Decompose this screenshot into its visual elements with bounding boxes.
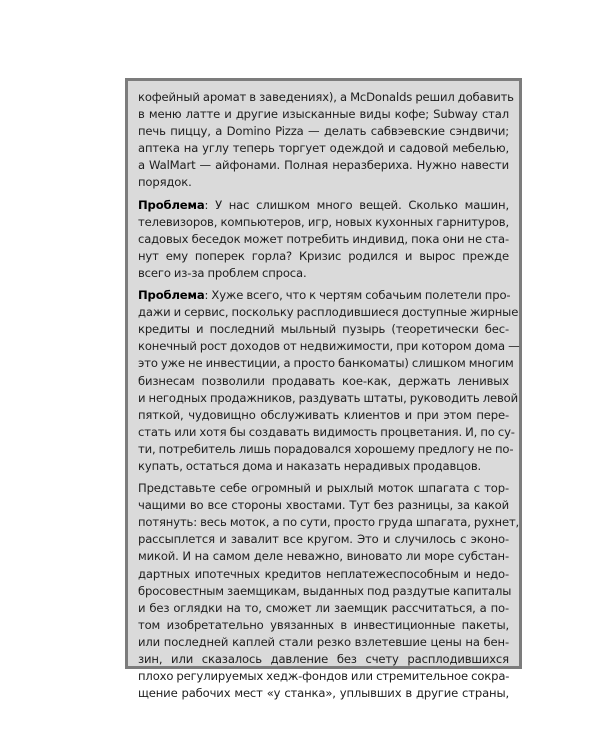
lead-term: Проблема (138, 197, 205, 212)
text-line: печь пиццу, а Domino Pizza — делать сабвэевские сэндвичи; (138, 124, 509, 139)
paragraph-3 (138, 287, 520, 475)
text-line: кредиты и последний мыльный пузырь (теоретически бес- (138, 322, 509, 337)
text-line-lead (138, 287, 509, 304)
text-line: рассыплется и завалит все кругом. Это и случилось с эконо- (138, 532, 509, 547)
text-line: микой. И на самом деле неважно, виновато ли море субстан- (138, 549, 509, 564)
text-line: бизнесам позволили продавать кое-как, держать ленивых (138, 373, 509, 388)
text-line: бросовестным заемщикам, выданных под раздутые капиталы (138, 583, 512, 598)
text-line: чащими во все стороны хвостами. Тут без разницы, за какой (138, 498, 509, 513)
text-line: или последней каплей стали резко взлетевшие цены на бен- (138, 634, 509, 649)
lead-term: Проблема (138, 288, 205, 303)
text-line: а WalMart — айфонами. Полная неразбериха. Нужно навести (138, 158, 509, 173)
text-line: дажи и сервис, поскольку расплодившиеся доступные жирные (138, 305, 519, 320)
text-line: плохо регулируемых хедж-фондов или стремительное сокра- (138, 669, 510, 684)
text-line: в меню латте и другие изысканные виды кофе; Subway стал (138, 107, 509, 122)
text-line: кофейный аромат в заведениях), а McDonalds решил добавить (138, 90, 514, 104)
text-line: зин, или сказалось давление без счету расплодившихся (138, 652, 509, 666)
text-line: пяткой, чудовищно обслуживать клиентов и при этом пере- (138, 407, 509, 422)
text-line: садовых беседок может потребить индивид, пока они не ста- (138, 231, 509, 246)
text-line: конечный рост доходов от недвижимости, при котором дома — (138, 339, 520, 354)
text-line: щение рабочих мест «у станка», уплывших в другие страны, (138, 686, 509, 701)
text-line: : Хуже всего, что к чертям собачьим полетели про- (204, 288, 511, 303)
paragraph-4 (138, 480, 520, 702)
text-line: аптека на углу теперь торгует одеждой и садовой мебелью, (138, 141, 509, 156)
text-line: это уже не инвестиции, а просто банкоматы) слишком многим (138, 356, 514, 371)
text-line-lead (138, 197, 509, 214)
paragraph-1 (138, 89, 514, 192)
text-line: стать или хотя бы создавать видимость процветания. И, по су- (138, 424, 515, 439)
text-line: порядок. (138, 175, 192, 190)
text-line: и без оглядки на то, сможет ли заемщик рассчитаться, а по- (138, 600, 509, 615)
text-line: потянуть: весь моток, а по сути, просто груда шпагата, рухнет, (138, 515, 520, 530)
text-line: том изобретательно увязанных в инвестиционные пакеты, (138, 617, 509, 632)
text-line: купать, остаться дома и наказать нерадивых продавцов. (138, 458, 482, 473)
text-line: ти, потребитель лишь порадовался хорошему предлогу не по- (138, 441, 514, 456)
text-line: Представьте себе огромный и рыхлый моток шпагата с тор- (138, 481, 509, 496)
text-line: : У нас слишком много вещей. Сколько машин, (204, 197, 509, 212)
text-line: телевизоров, компьютеров, игр, новых кухонных гарнитуров, (138, 214, 509, 229)
text-line: всего из-за проблем спроса. (138, 265, 307, 280)
paragraph-2 (138, 197, 509, 282)
text-line: и негодных продажников, раздувать штаты, руководить левой (138, 390, 519, 405)
text-line: нут ему поперек горла? Кризис родился и вырос прежде (138, 248, 509, 263)
text-line: дартных ипотечных кредитов неплатежеспособным и недо- (138, 566, 509, 581)
text-box (125, 78, 522, 701)
